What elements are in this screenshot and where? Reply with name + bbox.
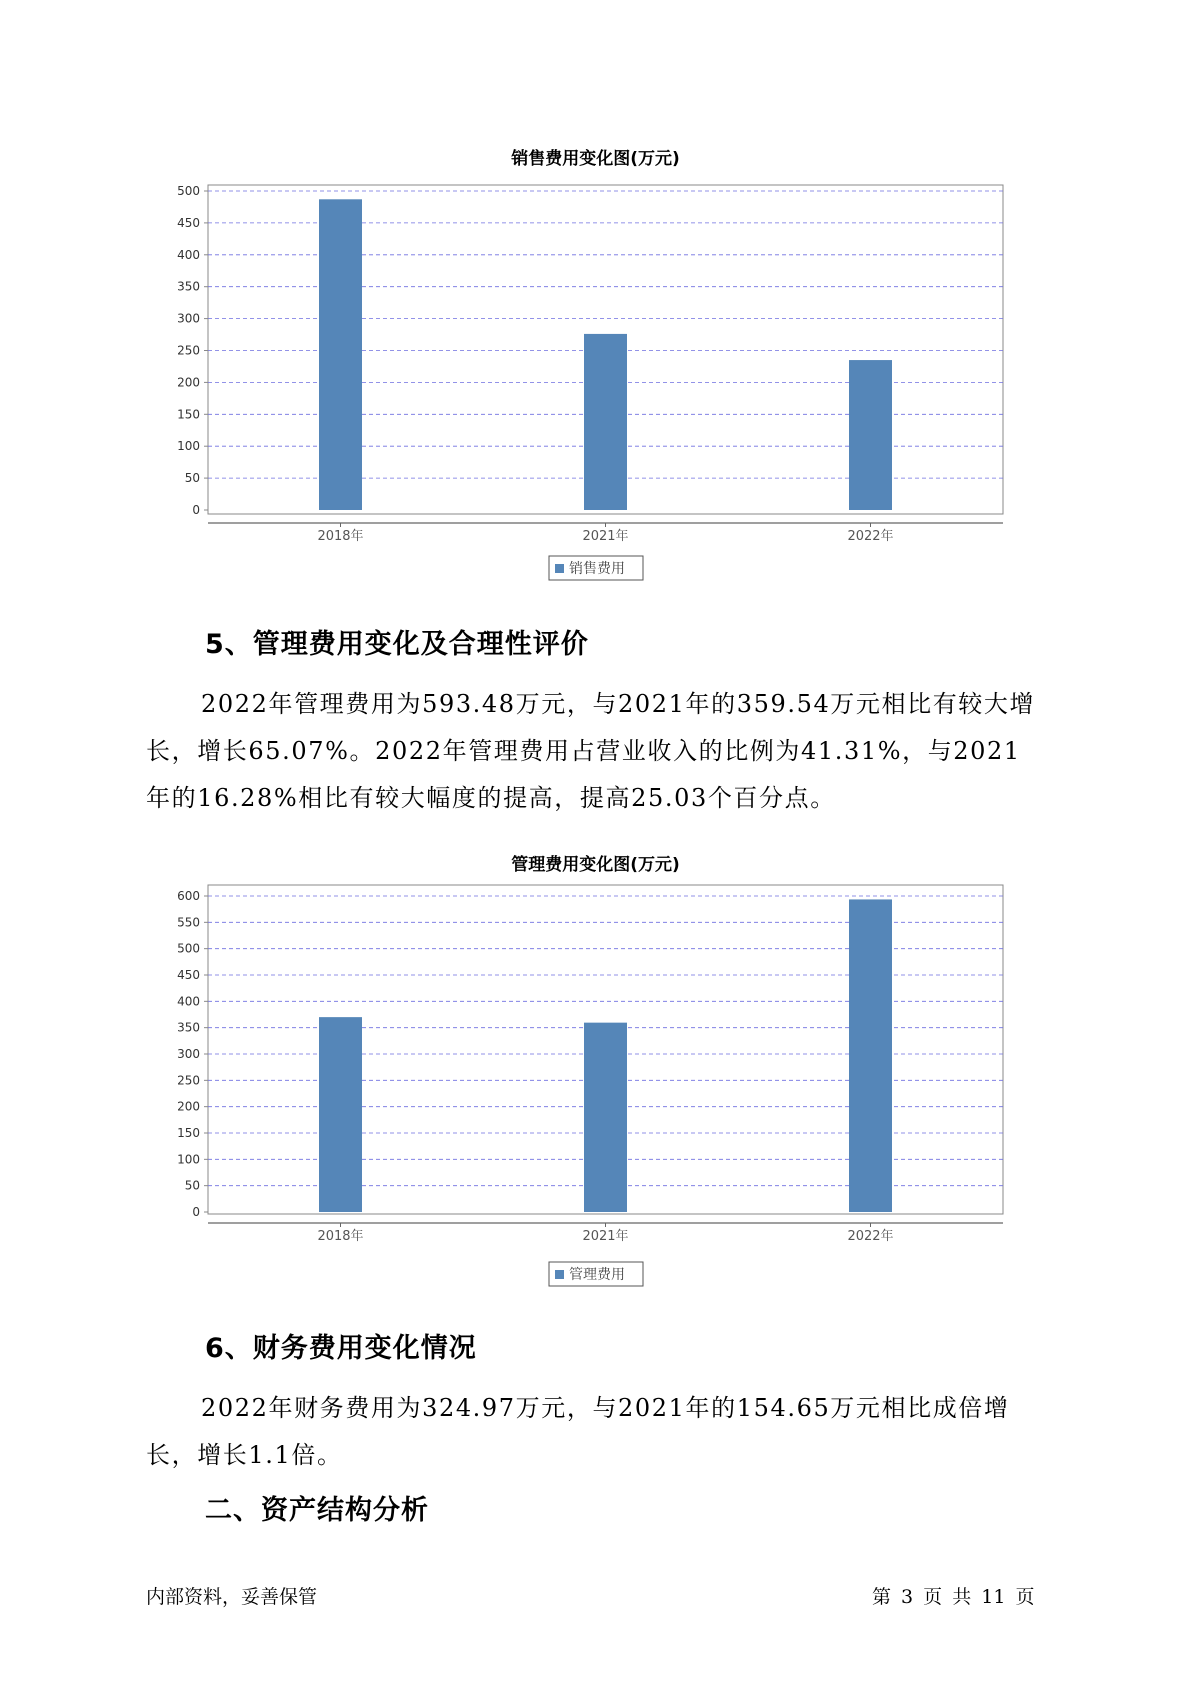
bar-2018年 <box>319 1017 362 1212</box>
y-tick-label: 450 <box>177 215 200 230</box>
sales-expense-chart <box>0 0 1191 600</box>
legend-swatch <box>555 1270 564 1279</box>
y-tick-label: 400 <box>177 247 200 262</box>
admin-expense-chart-title: 管理费用变化图(万元) <box>511 855 680 875</box>
bar-2021年 <box>584 334 627 510</box>
y-tick-label: 200 <box>177 1099 200 1114</box>
y-tick-label: 400 <box>177 994 200 1009</box>
section5-paragraph: 2022年管理费用为593.48万元，与2021年的359.54万元相比有较大增长，增长65.07%。2022年管理费用占营业收入的比例为41.31%，与2021年的16.28%相比有较大幅度的提高，提高25.03个百分点。 <box>146 690 1036 812</box>
admin-expense-chart <box>0 700 1191 1300</box>
x-tick-label: 2021年 <box>582 1229 629 1244</box>
y-tick-label: 250 <box>177 1073 200 1088</box>
section-two-heading: 二、资产结构分析 <box>205 1495 429 1526</box>
bar-2022年 <box>849 360 892 510</box>
bar-2022年 <box>849 899 892 1212</box>
y-tick-label: 500 <box>177 941 200 956</box>
y-tick-label: 50 <box>184 1178 200 1193</box>
section6-heading: 6、财务费用变化情况 <box>205 1333 477 1364</box>
y-tick-label: 100 <box>177 439 200 454</box>
legend-label: 销售费用 <box>569 561 625 577</box>
legend-swatch <box>555 564 564 573</box>
y-tick-label: 150 <box>177 1126 200 1140</box>
bar-2021年 <box>584 1023 627 1212</box>
y-tick-label: 350 <box>177 1020 200 1035</box>
footer-confidential-note: 内部资料，妥善保管 <box>146 1586 318 1608</box>
y-tick-label: 100 <box>177 1152 200 1167</box>
y-tick-label: 150 <box>177 407 200 422</box>
x-tick-label: 2021年 <box>582 529 629 544</box>
y-tick-label: 600 <box>177 889 200 903</box>
y-tick-label: 500 <box>177 184 200 198</box>
x-tick-label: 2018年 <box>317 1229 364 1244</box>
y-tick-label: 300 <box>177 1047 200 1061</box>
x-tick-label: 2018年 <box>317 529 364 544</box>
section5-heading: 5、管理费用变化及合理性评价 <box>205 629 589 660</box>
y-tick-label: 50 <box>184 471 200 486</box>
legend-label: 管理费用 <box>569 1267 625 1283</box>
y-tick-label: 0 <box>192 503 200 517</box>
footer-page-number: 第 3 页 共 11 页 <box>872 1586 1035 1608</box>
bar-2018年 <box>319 199 362 510</box>
y-tick-label: 350 <box>177 279 200 294</box>
y-tick-label: 300 <box>177 311 200 326</box>
x-tick-label: 2022年 <box>847 529 894 544</box>
y-tick-label: 250 <box>177 343 200 358</box>
sales-expense-chart-title: 销售费用变化图(万元) <box>511 149 680 169</box>
y-tick-label: 550 <box>177 915 200 930</box>
y-tick-label: 450 <box>177 968 200 982</box>
y-tick-label: 200 <box>177 375 200 390</box>
y-tick-label: 0 <box>192 1205 200 1219</box>
section6-paragraph: 2022年财务费用为324.97万元，与2021年的154.65万元相比成倍增长，增长1.1倍。 <box>146 1394 1010 1469</box>
x-tick-label: 2022年 <box>847 1229 894 1244</box>
